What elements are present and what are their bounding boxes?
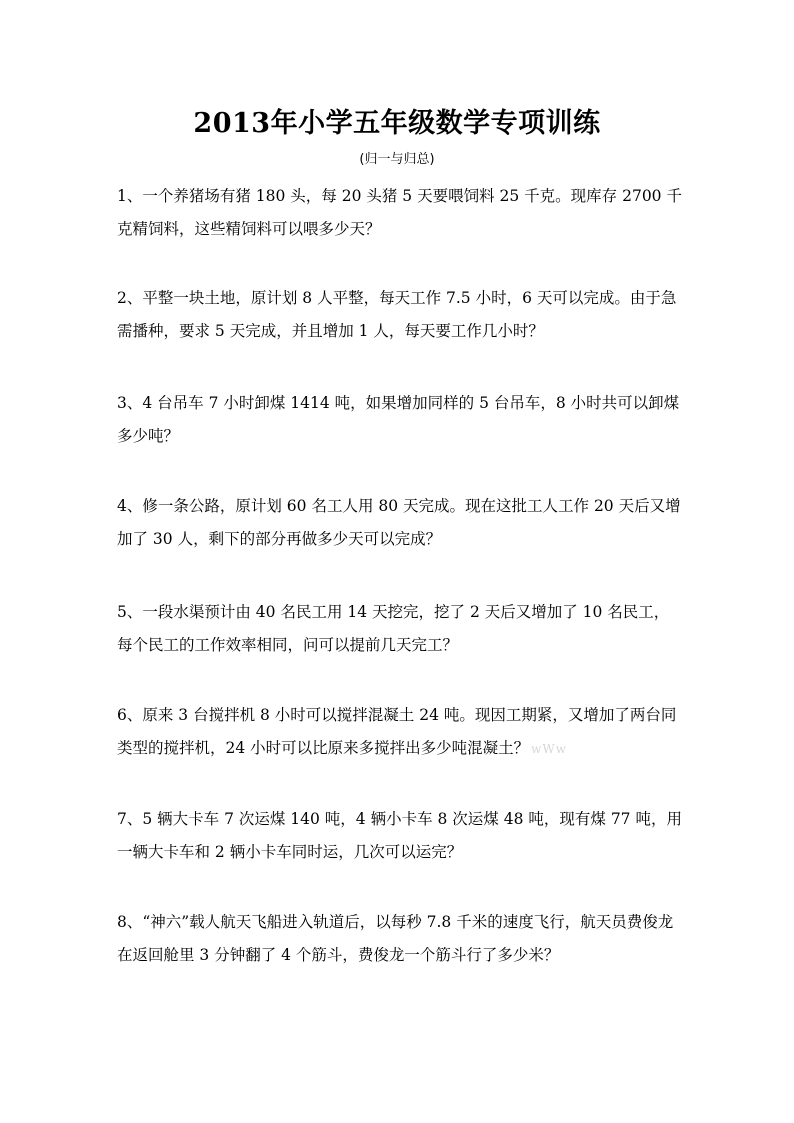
problem-4: 4、修一条公路，原计划 60 名工人用 80 天完成。现在这批工人工作 20 天后又增加了 30 人，剩下的部分再做多少天可以完成？ (117, 497, 681, 548)
problem-7: 7、5 辆大卡车 7 次运煤 140 吨，4 辆小卡车 8 次运煤 48 吨，现有煤 77 吨，用一辆大卡车和 2 辆小卡车同时运，几次可以运完？ (117, 810, 682, 861)
document-subtitle: (归一与归总) (359, 152, 435, 167)
problem-3: 3、4 台吊车 7 小时卸煤 1414 吨，如果增加同样的 5 台吊车，8 小时共可以卸煤多少吨？ (117, 394, 680, 445)
problem-1: 1、一个养猪场有猪 180 头，每 20 头猪 5 天要喂饲料 25 千克。现库存 2700 千克精饲料，这些精饲料可以喂多少天？ (117, 187, 682, 238)
problem-6-text: 6、原来 3 台搅拌机 8 小时可以搅拌混凝土 24 吨。现因工期紧，又增加了两台同类型的搅拌机，24 小时可以比原来多搅拌出多少吨混凝土？ (117, 706, 677, 757)
problem-8: 8、“神六”载人航天飞船进入轨道后，以每秒 7.8 千米的速度飞行，航天员费俊龙在返回舱里 3 分钟翻了 4 个筋斗，费俊龙一个筋斗行了多少米？ (117, 913, 674, 964)
watermark-text: wWw (531, 742, 568, 756)
document-title: 2013年小学五年级数学专项训练 (193, 108, 601, 139)
problem-6 (117, 699, 682, 766)
problem-2: 2、平整一块土地，原计划 8 人平整，每天工作 7.5 小时，6 天可以完成。由于急需播种，要求 5 天完成，并且增加 1 人，每天要工作几小时？ (117, 289, 677, 340)
problem-5: 5、一段水渠预计由 40 名民工用 14 天挖完，挖了 2 天后又增加了 10 名民工，每个民工的工作效率相同，问可以提前几天完工？ (117, 603, 670, 654)
